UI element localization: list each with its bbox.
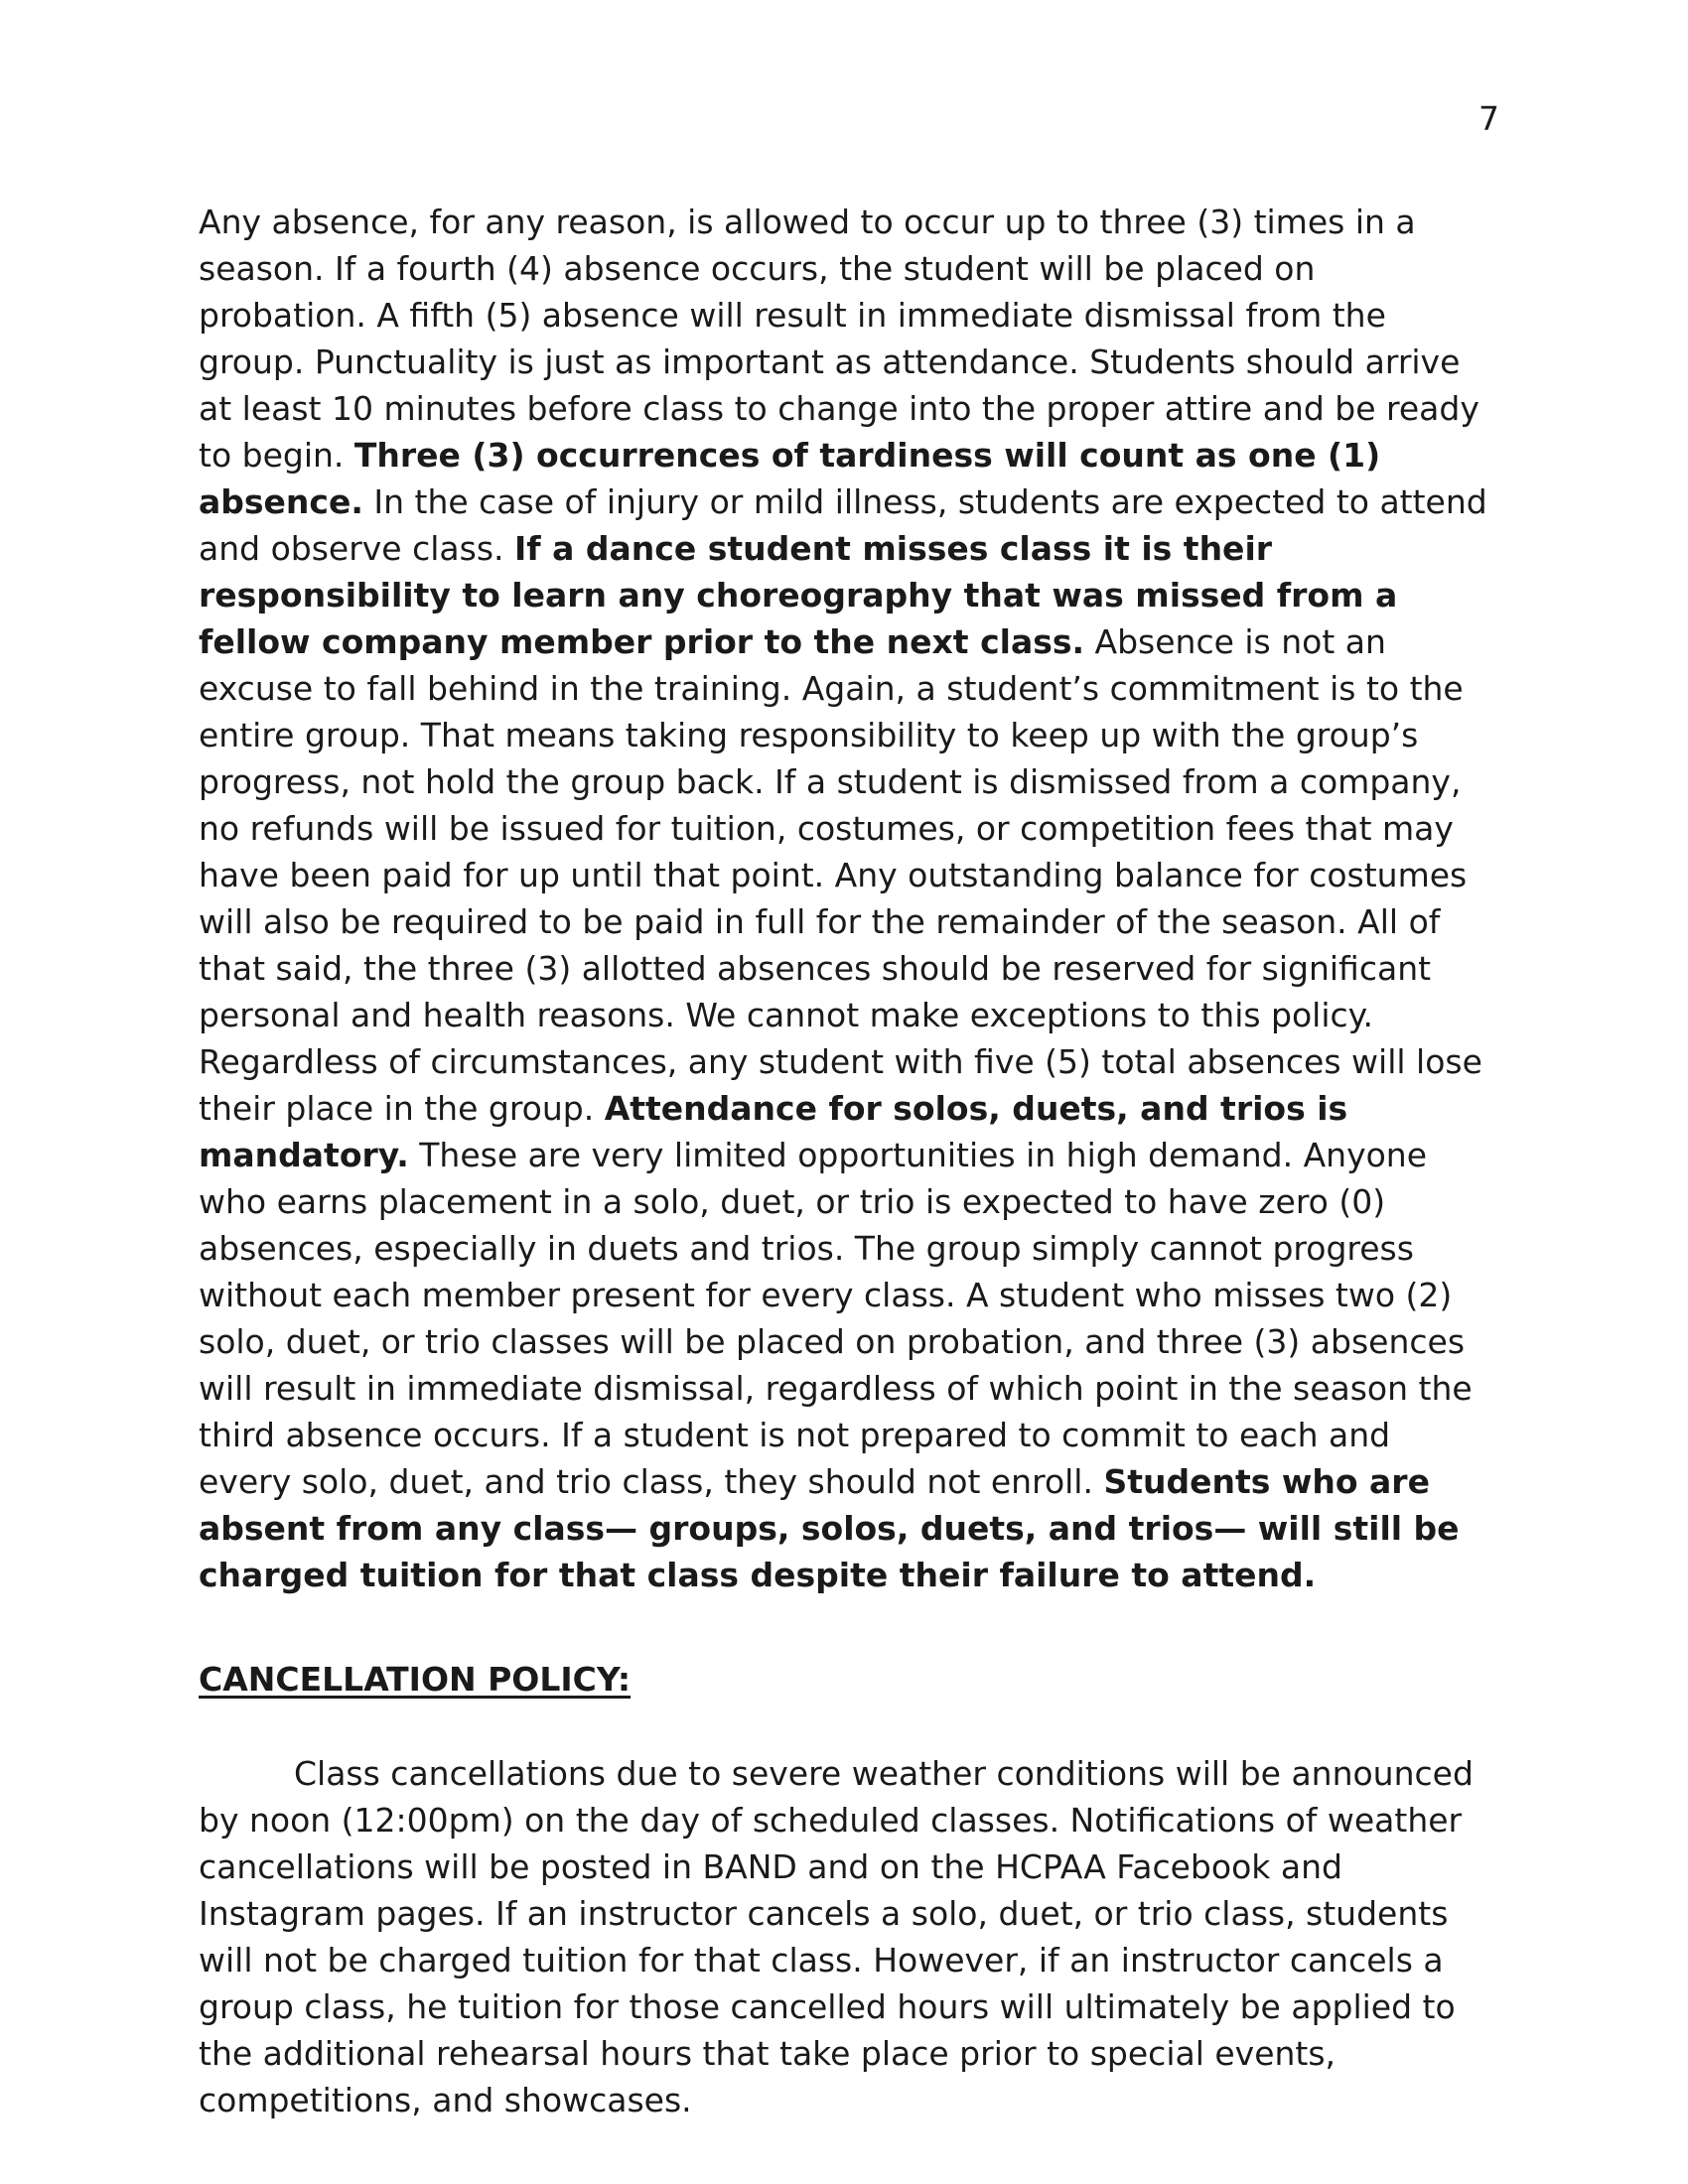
page-number: 7 — [1478, 99, 1499, 138]
cancellation-policy-heading: CANCELLATION POLICY: — [199, 1660, 632, 1699]
attendance-text-3: Absence is not an excuse to fall behind in the training. Again, a student’s commitment is to the entire group. That means taking responsibility to keep up with the group’s progress, not hold the group back. If a student is dismissed from a company, no refunds will be issued for tuition, costumes, or competition fees that may have been paid for up until that point. Any outstanding balance for costumes will also be required to be paid in full for the remainder of the season. All of that said, the three (3) allotted absences should be reserved for significant personal and health reasons. We cannot make exceptions to this policy. Regardless of circumstances, any student with five (5) total absences will lose their place in the group. — [199, 622, 1482, 1128]
attendance-text-2: In the case of injury or mild illness, students are expected to attend and observe class. — [199, 482, 1487, 568]
tardiness-rule: Three (3) occurrences of tardiness will count as one (1) absence. — [199, 436, 1381, 521]
tuition-charge-rule: Students who are absent from any class— groups, solos, duets, and trios— will still be charged tuition for that class despite their failure to attend. — [199, 1462, 1460, 1594]
document-body — [199, 199, 1489, 2123]
cancellation-paragraph: Class cancellations due to severe weather conditions will be announced by noon (12:00pm) on the day of scheduled classes. Notifications of weather cancellations will be posted in BAND and on the HCPAA Facebook and Instagram pages. If an instructor cancels a solo, duet, or trio class, students will not be charged tuition for that class. However, if an instructor cancels a group class, he tuition for those cancelled hours will ultimately be applied to the additional rehearsal hours that take place prior to special events, competitions, and showcases. — [199, 1754, 1474, 2119]
attendance-paragraph — [199, 199, 1489, 1598]
missed-class-rule: If a dance student misses class it is their responsibility to learn any choreography that was missed from a fellow company member prior to the next class. — [199, 529, 1398, 661]
attendance-text-1: Any absence, for any reason, is allowed to occur up to three (3) times in a season. If a fourth (4) absence occurs, the student will be placed on probation. A fifth (5) absence will result in immediate dismissal from the group. Punctuality is just as important as attendance. Students should arrive at least 10 minutes before class to change into the proper attire and be ready to begin. — [199, 203, 1479, 475]
attendance-text-4: These are very limited opportunities in high demand. Anyone who earns placement in a solo, duet, or trio is expected to have zero (0) absences, especially in duets and trios. The group simply cannot progress without each member present for every class. A student who misses two (2) solo, duet, or trio classes will be placed on probation, and three (3) absences will result in immediate dismissal, regardless of which point in the season the third absence occurs. If a student is not prepared to commit to each and every solo, duet, and trio class, they should not enroll. — [199, 1136, 1473, 1501]
mandatory-attendance-rule: Attendance for solos, duets, and trios is mandatory. — [199, 1089, 1348, 1174]
